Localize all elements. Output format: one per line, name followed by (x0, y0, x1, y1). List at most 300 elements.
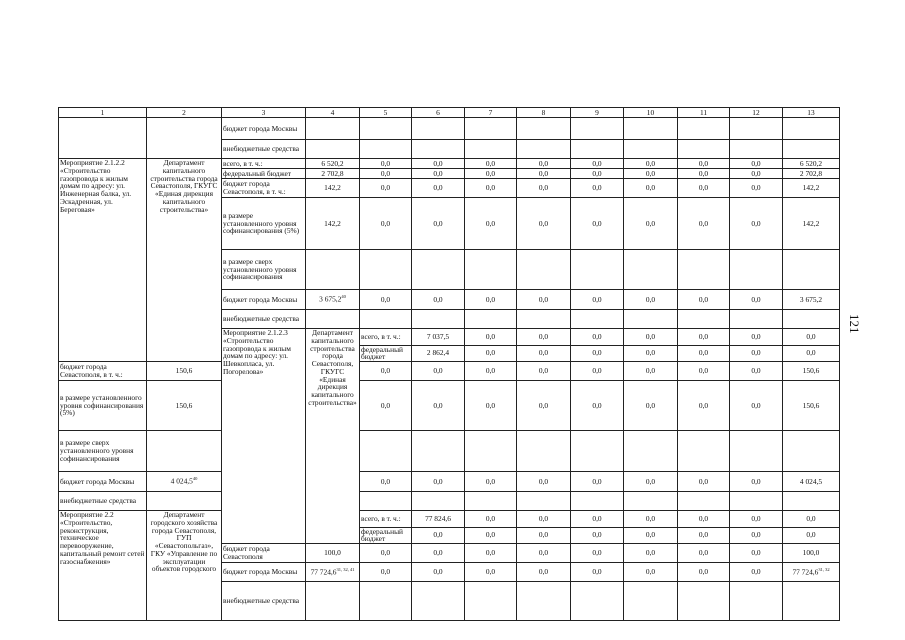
value-cell (517, 381, 571, 431)
value-cell (730, 431, 783, 472)
value-text: 0,0 (645, 567, 656, 577)
value-cell (730, 544, 783, 563)
funding-source-cell: бюджет города Севастополя, в т. ч.: (59, 362, 147, 381)
value-text: 3 675,2 (319, 294, 342, 304)
value-cell (624, 159, 678, 169)
value-text: 0,0 (380, 183, 391, 193)
value-text: 0,0 (485, 476, 496, 486)
funding-source-cell: бюджет города Москвы (222, 290, 306, 310)
value-text: 0,0 (806, 530, 816, 540)
value-text: 77 724,6 (310, 567, 337, 577)
value-text: 0,0 (592, 348, 602, 358)
column-number: 12 (730, 108, 783, 118)
value-cell (517, 198, 571, 250)
value-cell (571, 544, 624, 563)
value-cell (783, 362, 840, 381)
value-text: 0,0 (592, 513, 602, 523)
value-text: 0,0 (538, 513, 549, 523)
footnote-mark: 31, 32, 41 (336, 567, 355, 572)
value-cell (517, 511, 571, 528)
value-text: 0,0 (645, 168, 656, 178)
funding-source-cell: федеральный бюджет (360, 345, 412, 362)
value-cell (306, 310, 360, 329)
value-text: 0,0 (433, 476, 443, 486)
value-cell (465, 381, 517, 431)
value-cell (730, 179, 783, 198)
value-cell (783, 511, 840, 528)
column-number: 10 (624, 108, 678, 118)
value-cell (306, 140, 360, 159)
value-text: 0,0 (433, 567, 443, 577)
value-cell (517, 310, 571, 329)
value-text: 2 702,8 (799, 168, 823, 178)
value-cell (412, 582, 465, 621)
value-cell (360, 140, 412, 159)
value-text: 0,0 (592, 168, 602, 178)
value-text: 0,0 (433, 548, 443, 558)
value-cell (517, 431, 571, 472)
value-cell (624, 140, 678, 159)
header-row (59, 108, 840, 118)
value-text: 0,0 (751, 183, 761, 193)
value-cell (147, 431, 222, 472)
value-cell (412, 169, 465, 179)
value-text: 0,0 (538, 168, 549, 178)
column-number: 13 (783, 108, 840, 118)
value-cell (624, 329, 678, 346)
value-text: 0,0 (485, 400, 496, 410)
value-cell (412, 250, 465, 290)
value-cell (147, 362, 222, 381)
value-cell (465, 159, 517, 169)
value-cell (624, 198, 678, 250)
value-text: 0,0 (485, 567, 496, 577)
table-row (59, 159, 840, 169)
value-cell (412, 544, 465, 563)
value-text: 0,0 (538, 530, 549, 540)
column-number: 2 (147, 108, 222, 118)
value-cell (624, 310, 678, 329)
activity-cell: Мероприятие 2.1.2.3 «Строительство газопровода к жилым домам по адресу: ул. Шевкопласа, ул. Погорелова» (222, 329, 306, 544)
value-text: 0,0 (645, 348, 656, 358)
value-cell (624, 472, 678, 492)
value-cell (517, 492, 571, 511)
value-text: 0,0 (751, 530, 761, 540)
column-number: 8 (517, 108, 571, 118)
value-cell (730, 362, 783, 381)
value-text: 6 520,2 (799, 158, 823, 168)
value-cell (360, 310, 412, 329)
value-cell (624, 362, 678, 381)
value-cell (783, 582, 840, 621)
value-cell (465, 582, 517, 621)
value-cell (306, 250, 360, 290)
column-number: 11 (678, 108, 730, 118)
value-text: 0,0 (538, 476, 549, 486)
value-text: 6 520,2 (321, 158, 344, 168)
value-text: 0,0 (698, 548, 709, 558)
value-cell (306, 198, 360, 250)
value-cell (571, 329, 624, 346)
value-cell (678, 169, 730, 179)
value-text: 0,0 (806, 331, 816, 341)
value-text: 0,0 (592, 294, 602, 304)
value-cell (678, 179, 730, 198)
table-row (59, 472, 840, 492)
value-text: 0,0 (698, 348, 709, 358)
value-text: 0,0 (645, 548, 656, 558)
footnote-mark: 40 (341, 294, 346, 300)
value-cell (730, 381, 783, 431)
value-text: 0,0 (433, 366, 443, 376)
activity-cell: Мероприятие 2.1.2.2 «Строительство газопровода к жилым домам по адресу: ул. Инженерная балка, ул. Эскадренная, ул. Береговая» (59, 159, 147, 362)
value-cell (571, 582, 624, 621)
footnote-mark: 40 (192, 476, 198, 482)
value-text: 0,0 (433, 218, 443, 228)
value-cell (730, 169, 783, 179)
value-cell (517, 169, 571, 179)
value-text: 0,0 (645, 294, 656, 304)
activity-cell (59, 118, 147, 159)
value-text: 150,6 (175, 366, 193, 376)
value-text: 0,0 (485, 168, 496, 178)
value-cell (517, 329, 571, 346)
executor-cell: Департамент городского хозяйства города Севастополя, ГУП «Севастопольгаз», ГКУ «Управление по эксплуатации объектов городского (147, 511, 222, 621)
value-text: 0,0 (698, 331, 709, 341)
value-cell (624, 492, 678, 511)
table-row (59, 118, 840, 140)
value-cell (147, 472, 222, 492)
value-cell (465, 431, 517, 472)
value-text: 7 037,5 (426, 331, 450, 341)
value-cell (571, 159, 624, 169)
column-number: 5 (360, 108, 412, 118)
value-cell (360, 290, 412, 310)
value-cell (412, 329, 465, 346)
value-cell (730, 329, 783, 346)
funding-source-cell: всего, в т. ч.: (360, 511, 412, 528)
value-cell (306, 290, 360, 310)
value-text: 0,0 (645, 400, 656, 410)
value-text: 0,0 (380, 158, 391, 168)
value-cell (412, 511, 465, 528)
value-text: 0,0 (538, 567, 549, 577)
value-cell (571, 310, 624, 329)
value-cell (783, 472, 840, 492)
value-cell (783, 492, 840, 511)
table-row (59, 492, 840, 511)
value-cell (465, 329, 517, 346)
value-cell (571, 250, 624, 290)
value-cell (624, 431, 678, 472)
value-cell (465, 290, 517, 310)
value-cell (517, 250, 571, 290)
value-cell (624, 582, 678, 621)
value-text: 77 824,6 (425, 513, 451, 523)
value-cell (783, 381, 840, 431)
value-text: 0,0 (698, 476, 709, 486)
funding-source-cell: в размере сверх установленного уровня софинансирования (222, 250, 306, 290)
value-cell (783, 544, 840, 563)
value-cell (360, 198, 412, 250)
value-text: 0,0 (592, 366, 602, 376)
value-cell (624, 563, 678, 582)
column-number: 6 (412, 108, 465, 118)
value-text: 4 024,5 (170, 476, 193, 486)
value-cell (412, 118, 465, 140)
value-cell (571, 511, 624, 528)
value-text: 0,0 (645, 513, 656, 523)
table-row (59, 431, 840, 472)
value-cell (412, 381, 465, 431)
value-text: 0,0 (592, 158, 602, 168)
value-text: 0,0 (751, 158, 761, 168)
funding-source-cell: бюджет города Севастополя, в т. ч.: (222, 179, 306, 198)
value-text: 0,0 (433, 400, 443, 410)
value-cell (465, 362, 517, 381)
value-text: 0,0 (485, 366, 496, 376)
value-text: 0,0 (538, 294, 549, 304)
value-cell (783, 527, 840, 544)
value-cell (360, 118, 412, 140)
value-text: 0,0 (485, 548, 496, 558)
value-text: 0,0 (592, 331, 602, 341)
value-cell (465, 345, 517, 362)
value-cell (360, 169, 412, 179)
value-text: 0,0 (485, 513, 496, 523)
value-text: 0,0 (698, 400, 709, 410)
value-text: 0,0 (538, 366, 549, 376)
value-cell (783, 563, 840, 582)
value-text: 0,0 (698, 530, 709, 540)
value-cell (360, 381, 412, 431)
value-cell (571, 179, 624, 198)
value-cell (571, 290, 624, 310)
value-text: 142,2 (324, 218, 341, 228)
funding-source-cell: бюджет города Москвы (222, 563, 306, 582)
value-cell (412, 492, 465, 511)
value-text: 0,0 (538, 548, 549, 558)
funding-source-cell: в размере установленного уровня софинансирования (5%) (59, 381, 147, 431)
value-text: 0,0 (433, 530, 443, 540)
value-text: 0,0 (485, 294, 496, 304)
value-text: 4 024,5 (799, 476, 823, 486)
value-text: 0,0 (698, 567, 709, 577)
value-cell (678, 563, 730, 582)
value-cell (306, 563, 360, 582)
value-text: 100,0 (802, 548, 820, 558)
value-cell (306, 159, 360, 169)
value-text: 0,0 (592, 530, 602, 540)
value-cell (624, 250, 678, 290)
value-text: 142,2 (324, 183, 341, 193)
value-cell (678, 290, 730, 310)
value-cell (147, 492, 222, 511)
value-cell (678, 140, 730, 159)
value-cell (571, 472, 624, 492)
value-cell (517, 179, 571, 198)
value-cell (678, 472, 730, 492)
value-cell (412, 431, 465, 472)
table-row (59, 381, 840, 431)
value-cell (465, 492, 517, 511)
value-cell (412, 310, 465, 329)
value-text: 150,6 (802, 366, 820, 376)
value-cell (678, 431, 730, 472)
value-cell (783, 431, 840, 472)
value-cell (678, 362, 730, 381)
executor-cell (147, 118, 222, 159)
value-text: 0,0 (751, 476, 761, 486)
value-cell (571, 431, 624, 472)
value-text: 0,0 (538, 400, 549, 410)
value-cell (465, 310, 517, 329)
value-text: 0,0 (592, 400, 602, 410)
value-cell (783, 329, 840, 346)
value-cell (306, 582, 360, 621)
funding-source-cell: всего, в т. ч.: (222, 159, 306, 169)
value-cell (517, 527, 571, 544)
value-cell (412, 362, 465, 381)
value-text: 0,0 (698, 183, 709, 193)
value-text: 0,0 (592, 548, 602, 558)
value-cell (730, 563, 783, 582)
funding-source-cell: в размере установленного уровня софинансирования (5%) (222, 198, 306, 250)
value-text: 0,0 (538, 158, 549, 168)
value-text: 0,0 (806, 348, 816, 358)
value-text: 0,0 (485, 218, 496, 228)
value-cell (306, 179, 360, 198)
value-cell (147, 381, 222, 431)
value-cell (730, 492, 783, 511)
value-text: 0,0 (380, 567, 391, 577)
value-text: 0,0 (698, 366, 709, 376)
value-cell (624, 527, 678, 544)
value-cell (783, 159, 840, 169)
value-text: 0,0 (485, 183, 496, 193)
value-cell (412, 290, 465, 310)
value-text: 0,0 (751, 331, 761, 341)
value-text: 0,0 (380, 168, 391, 178)
value-cell (465, 118, 517, 140)
value-cell (360, 492, 412, 511)
value-cell (517, 563, 571, 582)
value-text: 150,6 (175, 400, 193, 410)
value-text: 0,0 (485, 530, 496, 540)
value-cell (678, 250, 730, 290)
value-text: 0,0 (538, 331, 549, 341)
value-text: 0,0 (592, 183, 602, 193)
funding-source-cell: бюджет города Москвы (222, 118, 306, 140)
value-cell (571, 140, 624, 159)
value-cell (783, 140, 840, 159)
funding-source-cell: бюджет города Севастополя (222, 544, 306, 563)
value-cell (360, 472, 412, 492)
table-row (59, 362, 840, 381)
value-cell (624, 118, 678, 140)
value-text: 0,0 (538, 218, 549, 228)
value-text: 0,0 (485, 331, 496, 341)
value-cell (465, 544, 517, 563)
value-cell (624, 169, 678, 179)
value-cell (412, 179, 465, 198)
value-cell (360, 179, 412, 198)
value-cell (517, 544, 571, 563)
value-text: 0,0 (538, 183, 549, 193)
funding-source-cell: внебюджетные средства (222, 310, 306, 329)
value-text: 2 862,4 (426, 348, 450, 358)
value-cell (517, 159, 571, 169)
value-cell (360, 159, 412, 169)
value-cell (783, 169, 840, 179)
value-text: 0,0 (751, 567, 761, 577)
funding-source-cell: в размере сверх установленного уровня софинансирования (59, 431, 147, 472)
column-number: 9 (571, 108, 624, 118)
value-text: 0,0 (645, 366, 656, 376)
value-text: 0,0 (433, 183, 443, 193)
value-text: 0,0 (485, 158, 496, 168)
value-text: 0,0 (698, 294, 709, 304)
value-text: 0,0 (433, 158, 443, 168)
value-text: 0,0 (380, 366, 391, 376)
value-text: 77 724,6 (792, 567, 819, 577)
value-text: 0,0 (751, 168, 761, 178)
value-text: 0,0 (806, 513, 816, 523)
value-text: 0,0 (592, 476, 602, 486)
value-cell (730, 472, 783, 492)
value-cell (678, 511, 730, 528)
value-text: 0,0 (380, 218, 391, 228)
value-cell (571, 492, 624, 511)
value-cell (306, 169, 360, 179)
column-number: 7 (465, 108, 517, 118)
value-text: 2 702,8 (321, 168, 344, 178)
value-text: 0,0 (592, 567, 602, 577)
value-cell (730, 159, 783, 169)
value-cell (412, 159, 465, 169)
footnote-mark: 31, 32 (818, 567, 830, 572)
value-text: 100,0 (324, 548, 341, 558)
value-cell (360, 431, 412, 472)
value-cell (730, 345, 783, 362)
value-cell (360, 582, 412, 621)
value-cell (465, 179, 517, 198)
value-cell (730, 582, 783, 621)
value-text: 0,0 (645, 183, 656, 193)
value-cell (465, 472, 517, 492)
value-cell (571, 118, 624, 140)
value-cell (412, 527, 465, 544)
value-text: 0,0 (751, 548, 761, 558)
funding-source-cell: внебюджетные средства (59, 492, 147, 511)
value-cell (465, 563, 517, 582)
value-text: 0,0 (380, 294, 391, 304)
value-text: 0,0 (751, 513, 761, 523)
value-cell (360, 563, 412, 582)
value-cell (783, 179, 840, 198)
funding-source-cell: внебюджетные средства (222, 140, 306, 159)
value-cell (730, 527, 783, 544)
value-cell (412, 140, 465, 159)
value-cell (517, 582, 571, 621)
value-cell (517, 290, 571, 310)
value-cell (306, 544, 360, 563)
value-text: 0,0 (751, 218, 761, 228)
page-number: 121 (847, 314, 862, 334)
funding-source-cell: федеральный бюджет (360, 527, 412, 544)
value-text: 0,0 (751, 400, 761, 410)
value-text: 0,0 (538, 348, 549, 358)
